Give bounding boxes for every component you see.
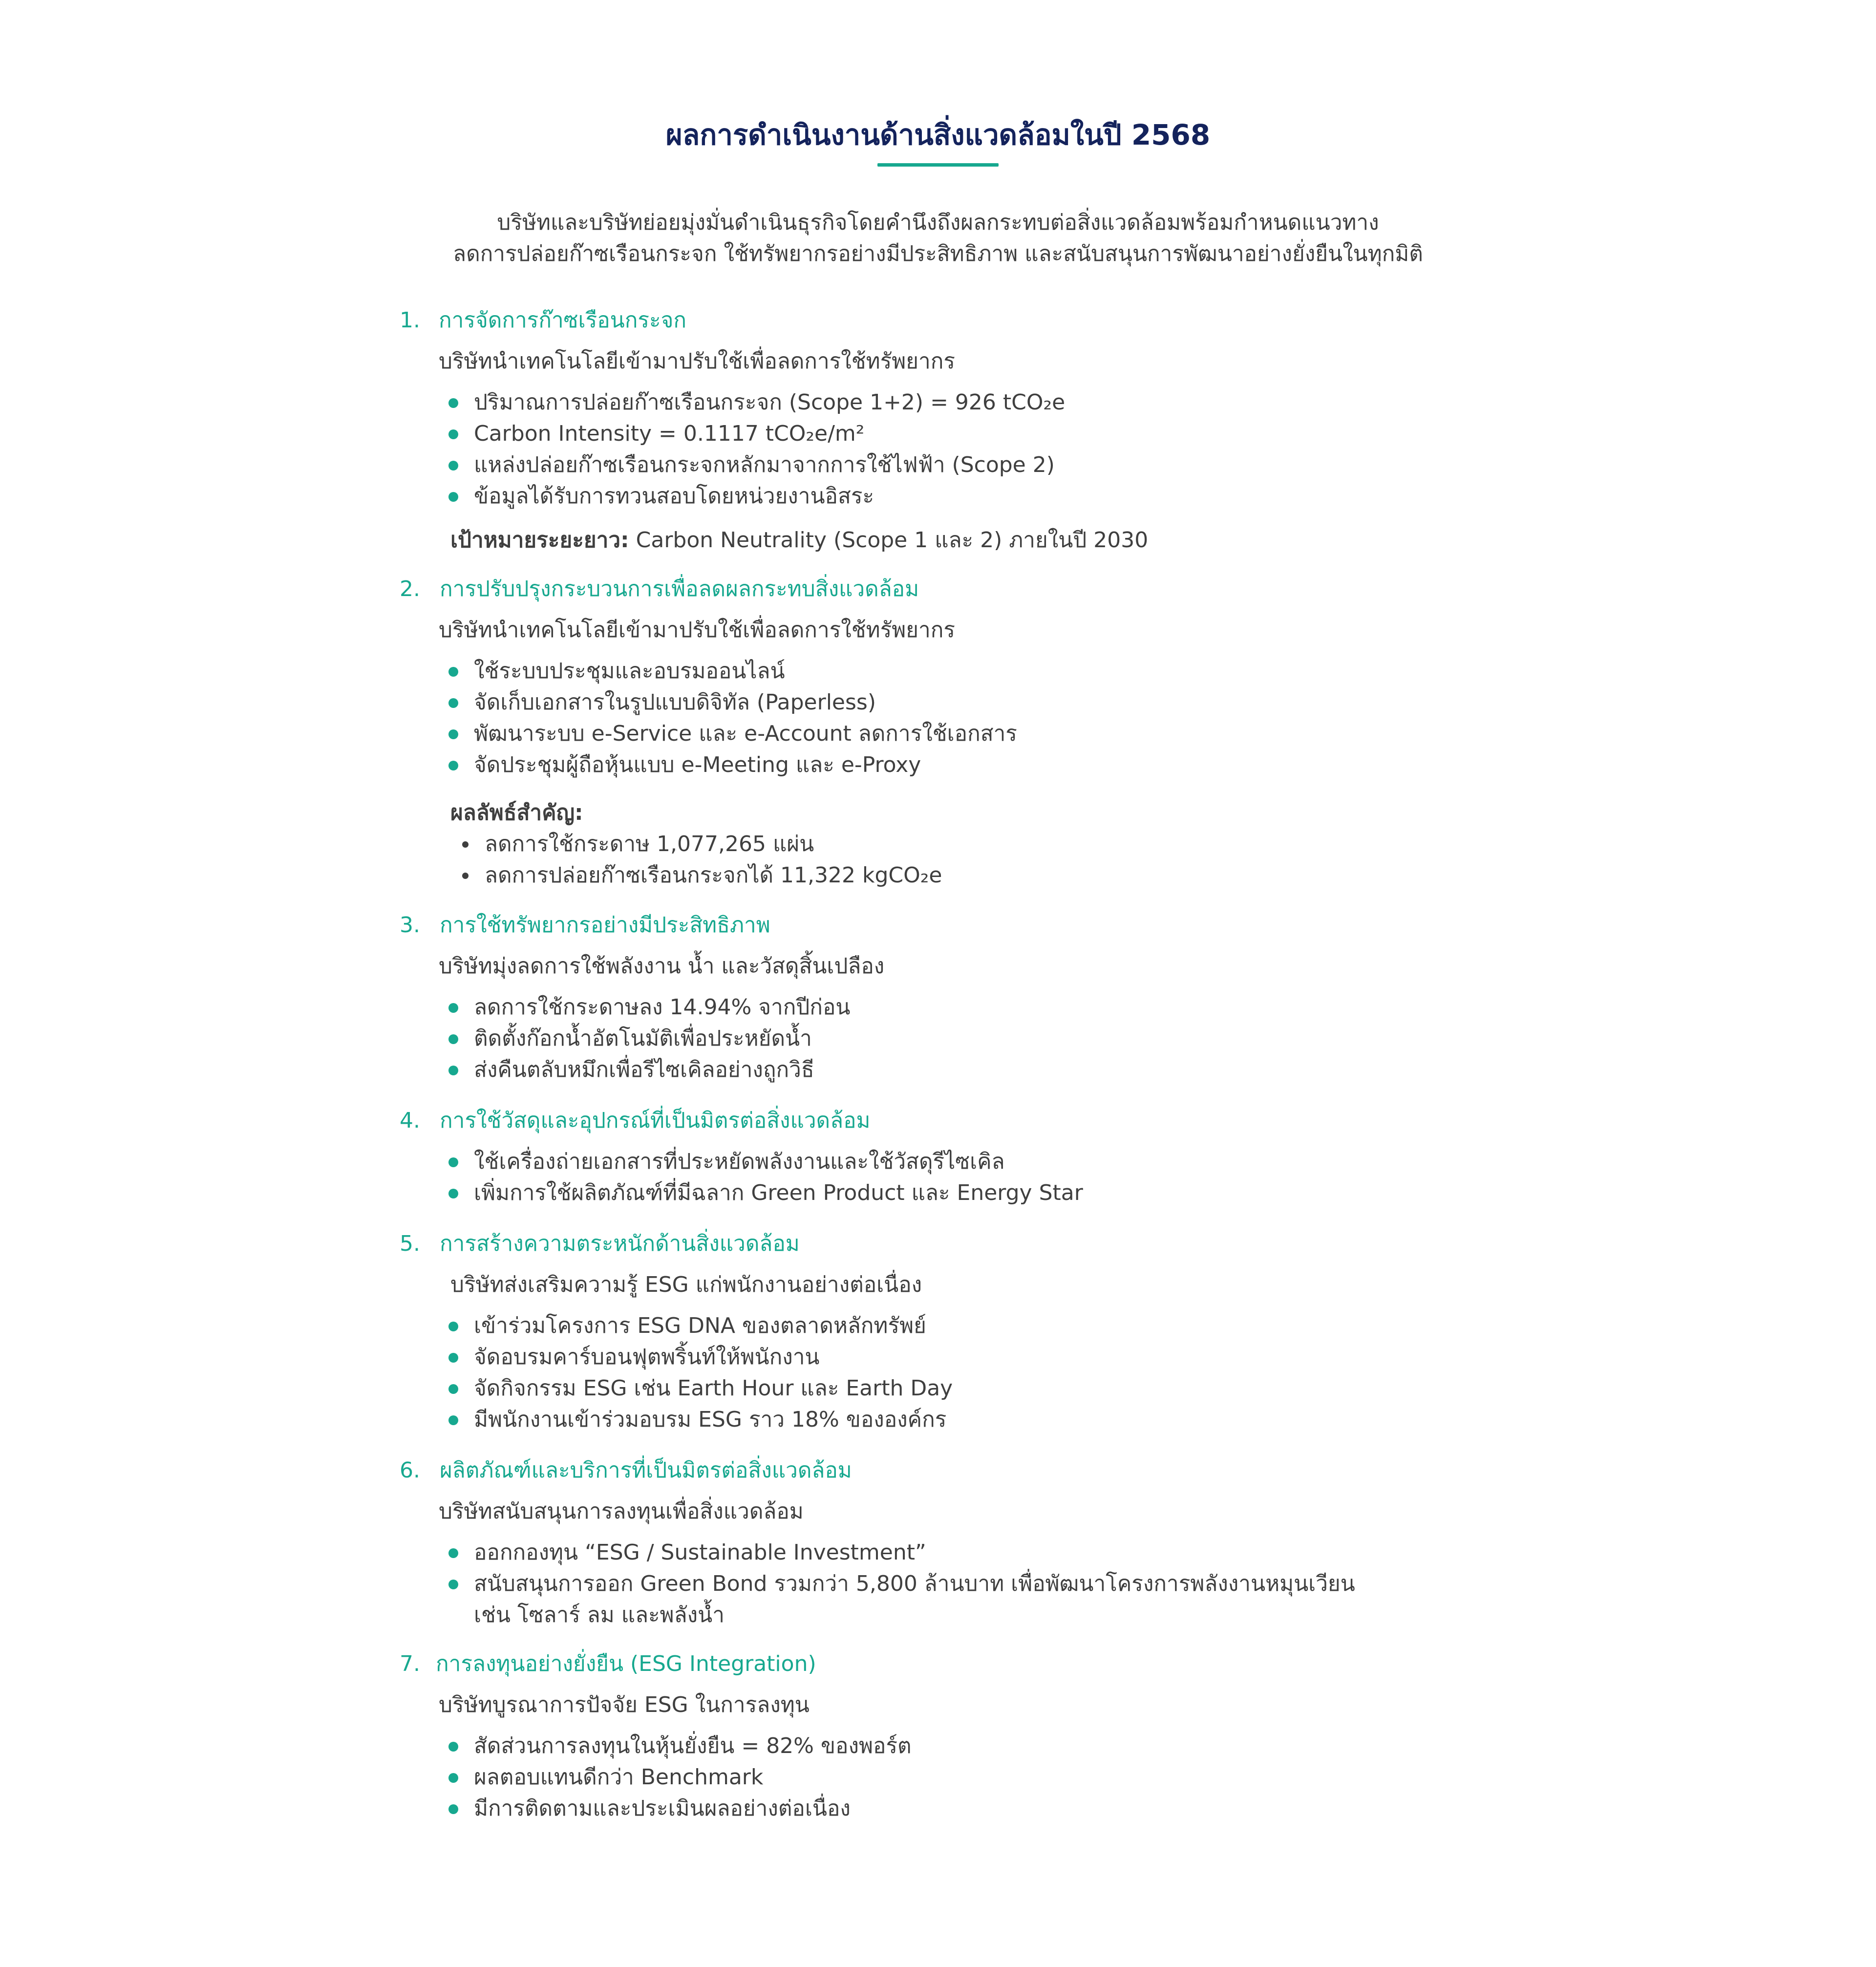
bullet-dot-icon bbox=[448, 1742, 458, 1752]
bullet-dot-icon bbox=[448, 761, 458, 770]
spacer bbox=[400, 1435, 1572, 1455]
section-eco-materials bbox=[400, 1105, 1572, 1209]
section-number: 1. bbox=[400, 308, 420, 333]
bullet-dot-icon bbox=[448, 1353, 458, 1363]
spacer bbox=[400, 556, 1572, 574]
bullet-dot-icon bbox=[448, 398, 458, 408]
section-title: การสร้างความตระหนักด้านสิ่งแวดล้อม bbox=[440, 1231, 800, 1256]
list-item: เข้าร่วมโครงการ ESG DNA ของตลาดหลักทรัพย์ bbox=[448, 1310, 1572, 1342]
list-item: ใช้เครื่องถ่ายเอกสารที่ประหยัดพลังงานและใช้วัสดุรีไซเคิล bbox=[448, 1146, 1572, 1177]
bullet-list bbox=[448, 1310, 1572, 1435]
bullet-dot-icon bbox=[448, 1189, 458, 1198]
list-item: ส่งคืนตลับหมึกเพื่อรีไซเคิลอย่างถูกวิธี bbox=[448, 1054, 1572, 1086]
section-heading bbox=[400, 305, 1572, 336]
section-eco-products bbox=[400, 1455, 1572, 1631]
key-results-label: ผลลัพธ์สำคัญ: bbox=[450, 800, 583, 825]
section-description: บริษัทนำเทคโนโลยีเข้ามาปรับใช้เพื่อลดการใช้ทรัพยากร bbox=[439, 349, 956, 374]
bullet-dot-icon bbox=[448, 1804, 458, 1814]
target-text: Carbon Neutrality (Scope 1 และ 2) ภายในปี 2030 bbox=[629, 528, 1149, 553]
list-item: สนับสนุนการออก Green Bond รวมกว่า 5,800 ล้านบาท เพื่อพัฒนาโครงการพลังงานหมุนเวียน bbox=[448, 1568, 1572, 1600]
list-item: จัดอบรมคาร์บอนฟุตพริ้นท์ให้พนักงาน bbox=[448, 1342, 1572, 1373]
list-item: มีการติดตามและประเมินผลอย่างต่อเนื่อง bbox=[448, 1793, 1572, 1824]
intro-paragraph bbox=[0, 207, 1876, 270]
bullet-dot-icon bbox=[448, 1066, 458, 1075]
section-number: 7. bbox=[400, 1651, 420, 1676]
spacer bbox=[400, 1631, 1572, 1648]
list-item: ปริมาณการปล่อยก๊าซเรือนกระจก (Scope 1+2) = 926 tCO₂e bbox=[448, 387, 1572, 418]
section-heading bbox=[400, 1105, 1572, 1136]
section-heading bbox=[400, 1648, 1572, 1680]
bullet-dot-icon bbox=[448, 429, 458, 439]
small-bullet-icon bbox=[462, 873, 469, 879]
bullet-dot-icon bbox=[448, 667, 458, 677]
bullet-dot-icon bbox=[448, 1773, 458, 1783]
bullet-dot-icon bbox=[448, 1384, 458, 1394]
section-heading bbox=[400, 1455, 1572, 1486]
list-item: ออกกองทุน “ESG / Sustainable Investment” bbox=[448, 1537, 1572, 1568]
section-awareness bbox=[400, 1228, 1572, 1435]
list-item: ผลตอบแทนดีกว่า Benchmark bbox=[448, 1762, 1572, 1793]
bullet-list bbox=[448, 1537, 1572, 1631]
bullet-dot-icon bbox=[448, 1003, 458, 1013]
spacer bbox=[400, 891, 1572, 910]
section-process-improvement bbox=[400, 574, 1572, 891]
long-term-target bbox=[450, 525, 1572, 556]
bullet-dot-icon bbox=[448, 1322, 458, 1331]
key-results-list bbox=[462, 829, 1572, 891]
section-heading bbox=[400, 910, 1572, 941]
list-item: ใช้ระบบประชุมและอบรมออนไลน์ bbox=[448, 656, 1572, 687]
list-item: พัฒนาระบบ e-Service และ e-Account ลดการใช้เอกสาร bbox=[448, 718, 1572, 749]
bullet-dot-icon bbox=[448, 1415, 458, 1425]
bullet-dot-icon bbox=[448, 492, 458, 502]
list-item: มีพนักงานเข้าร่วมอบรม ESG ราว 18% ขององค์กร bbox=[448, 1404, 1572, 1435]
section-title: ผลิตภัณฑ์และบริการที่เป็นมิตรต่อสิ่งแวดล้อม bbox=[440, 1458, 852, 1483]
section-ghg-management bbox=[400, 305, 1572, 556]
small-bullet-icon bbox=[462, 841, 469, 848]
list-item: แหล่งปล่อยก๊าซเรือนกระจกหลักมาจากการใช้ไฟฟ้า (Scope 2) bbox=[448, 449, 1572, 481]
section-description: บริษัทส่งเสริมความรู้ ESG แก่พนักงานอย่างต่อเนื่อง bbox=[450, 1272, 922, 1297]
section-number: 3. bbox=[400, 913, 420, 938]
section-title: การปรับปรุงกระบวนการเพื่อลดผลกระทบสิ่งแวดล้อม bbox=[440, 577, 919, 601]
list-item: ข้อมูลได้รับการทวนสอบโดยหน่วยงานอิสระ bbox=[448, 481, 1572, 512]
spacer bbox=[400, 1209, 1572, 1228]
bullet-dot-icon bbox=[448, 1548, 458, 1558]
section-description: บริษัทสนับสนุนการลงทุนเพื่อสิ่งแวดล้อม bbox=[439, 1499, 804, 1524]
bullet-dot-icon bbox=[448, 729, 458, 739]
list-item: ลดการใช้กระดาษ 1,077,265 แผ่น bbox=[462, 829, 1572, 860]
section-description: บริษัทมุ่งลดการใช้พลังงาน น้ำ และวัสดุสิ้นเปลือง bbox=[439, 954, 885, 979]
section-resource-efficiency bbox=[400, 910, 1572, 1086]
bullet-dot-icon bbox=[448, 698, 458, 708]
list-item: ลดการใช้กระดาษลง 14.94% จากปีก่อน bbox=[448, 992, 1572, 1023]
list-item: จัดกิจกรรม ESG เช่น Earth Hour และ Earth Day bbox=[448, 1373, 1572, 1404]
bullet-list bbox=[448, 387, 1572, 512]
list-item: ติดตั้งก๊อกน้ำอัตโนมัติเพื่อประหยัดน้ำ bbox=[448, 1023, 1572, 1054]
list-item: Carbon Intensity = 0.1117 tCO₂e/m² bbox=[448, 418, 1572, 449]
intro-line-1: บริษัทและบริษัทย่อยมุ่งมั่นดำเนินธุรกิจโดยคำนึงถึงผลกระทบต่อสิ่งแวดล้อมพร้อมกำหนดแนวทาง bbox=[497, 210, 1379, 235]
section-heading bbox=[400, 574, 1572, 605]
title-underline bbox=[877, 163, 999, 167]
section-number: 6. bbox=[400, 1458, 420, 1483]
section-title: การจัดการก๊าซเรือนกระจก bbox=[439, 308, 687, 333]
bullet-dot-icon bbox=[448, 1157, 458, 1167]
bullet-dot-icon bbox=[448, 1034, 458, 1044]
section-description: บริษัทนำเทคโนโลยีเข้ามาปรับใช้เพื่อลดการใช้ทรัพยากร bbox=[439, 618, 956, 642]
list-item: จัดประชุมผู้ถือหุ้นแบบ e-Meeting และ e-Proxy bbox=[448, 749, 1572, 781]
bullet-dot-icon bbox=[448, 461, 458, 470]
bullet-list bbox=[448, 1146, 1572, 1209]
section-description: บริษัทบูรณาการปัจจัย ESG ในการลงทุน bbox=[439, 1692, 810, 1717]
section-number: 4. bbox=[400, 1108, 420, 1133]
section-number: 2. bbox=[400, 577, 420, 601]
section-title: การใช้วัสดุและอุปกรณ์ที่เป็นมิตรต่อสิ่งแวดล้อม bbox=[440, 1108, 871, 1133]
section-number: 5. bbox=[400, 1231, 420, 1256]
list-item: ลดการปล่อยก๊าซเรือนกระจกได้ 11,322 kgCO₂e bbox=[462, 860, 1572, 891]
bullet-list bbox=[448, 1731, 1572, 1824]
list-item: จัดเก็บเอกสารในรูปแบบดิจิทัล (Paperless) bbox=[448, 687, 1572, 718]
section-title: การใช้ทรัพยากรอย่างมีประสิทธิภาพ bbox=[440, 913, 770, 938]
target-label: เป้าหมายระยะยาว: bbox=[450, 528, 629, 553]
bullet-list bbox=[448, 992, 1572, 1086]
list-item: สัดส่วนการลงทุนในหุ้นยั่งยืน = 82% ของพอร์ต bbox=[448, 1731, 1572, 1762]
bullet-list bbox=[448, 656, 1572, 781]
section-title: การลงทุนอย่างยั่งยืน (ESG Integration) bbox=[436, 1651, 816, 1676]
list-item: เพิ่มการใช้ผลิตภัณฑ์ที่มีฉลาก Green Product และ Energy Star bbox=[448, 1177, 1572, 1209]
spacer bbox=[400, 1086, 1572, 1105]
section-heading bbox=[400, 1228, 1572, 1260]
sections-list bbox=[400, 305, 1572, 1824]
bullet-dot-icon bbox=[448, 1580, 458, 1589]
section-sustainable-investment bbox=[400, 1648, 1572, 1824]
list-item-continuation: เช่น โซลาร์ ลม และพลังน้ำ bbox=[474, 1603, 725, 1627]
page-title: ผลการดำเนินงานด้านสิ่งแวดล้อมในปี 2568 bbox=[665, 118, 1211, 151]
intro-line-2: ลดการปล่อยก๊าซเรือนกระจก ใช้ทรัพยากรอย่างมีประสิทธิภาพ และสนับสนุนการพัฒนาอย่างยั่งยืนในทุกมิติ bbox=[453, 241, 1423, 266]
